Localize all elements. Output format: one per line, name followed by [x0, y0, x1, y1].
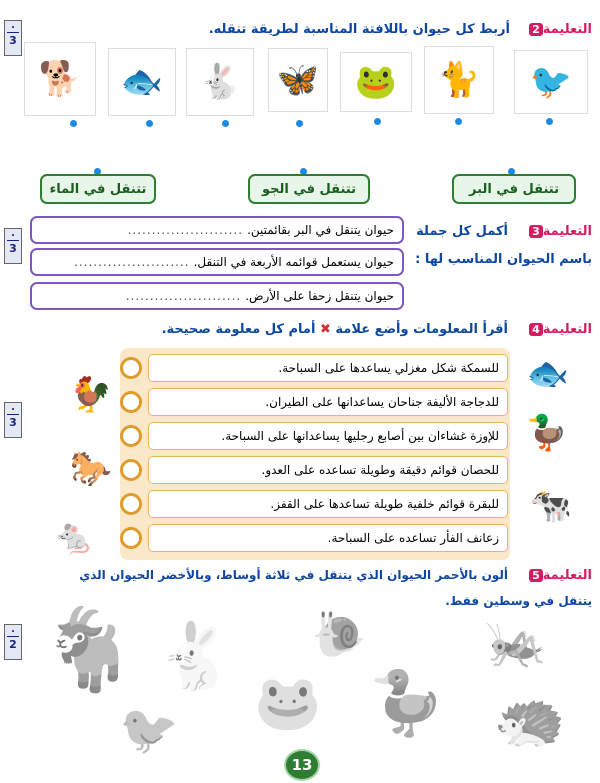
- sentence-text: حيوان يتنقل في البر بقائمتين.: [247, 223, 394, 237]
- connect-dot[interactable]: [455, 118, 462, 125]
- rabbit-icon: 🐇: [198, 62, 242, 102]
- connect-dot[interactable]: [374, 118, 381, 125]
- exercise3-instruction-line2: باسم الحيوان المناسب لها :: [415, 252, 592, 267]
- coloring-snail[interactable]: [304, 606, 374, 662]
- grasshopper-outline-icon: 🦗: [484, 612, 548, 671]
- connect-dot[interactable]: [146, 120, 153, 127]
- frog-outline-icon: 🐸: [254, 671, 322, 734]
- animal-dog: [24, 42, 96, 116]
- habitat-air-sign[interactable]: تتنقل في الجو: [248, 174, 370, 204]
- coloring-frog[interactable]: [246, 666, 330, 740]
- answer-circle[interactable]: [120, 527, 142, 549]
- sentence-text: حيوان يتنقل زحفا على الأرض.: [245, 289, 394, 303]
- connect-dot[interactable]: [222, 120, 229, 127]
- cross-mark-icon: ✖: [319, 322, 331, 337]
- statement-row: للسمكة شكل مغزلي يساعدها على السباحة.: [148, 354, 508, 382]
- answer-circle[interactable]: [120, 425, 142, 447]
- exercise5-badge: التعليمة5: [527, 568, 592, 583]
- exercise3-badge: التعليمة3: [527, 224, 592, 239]
- coloring-bird[interactable]: [112, 696, 186, 762]
- butterfly-icon: 🦋: [276, 60, 320, 100]
- cow-icon: 🐄: [529, 486, 573, 526]
- answer-blank[interactable]: ........................: [127, 223, 244, 237]
- animal-fish: [108, 48, 176, 116]
- statement-row: للحصان قوائم دقيقة وطويلة تساعده على العدو.: [148, 456, 508, 484]
- frog-icon: 🐸: [354, 62, 398, 102]
- exercise2-instruction: أربط كل حيوان باللافتة المناسبة لطريقة تنقله.: [208, 22, 510, 37]
- page-number: 13: [284, 749, 320, 781]
- complete-sentence-row: [30, 282, 404, 310]
- cat-icon: 🐈: [437, 60, 481, 100]
- connect-dot[interactable]: [296, 120, 303, 127]
- statement-row: للدجاجة الأليفة جناحان يساعدانها على الطيران.: [148, 388, 508, 416]
- answer-circle[interactable]: [120, 493, 142, 515]
- exercise4-score-box[interactable]: . 3: [4, 402, 22, 438]
- exercise3-score-box[interactable]: . 3: [4, 228, 22, 264]
- answer-circle[interactable]: [120, 459, 142, 481]
- answer-circle[interactable]: [120, 357, 142, 379]
- habitat-land-sign[interactable]: تتنقل في البر: [452, 174, 576, 204]
- animal-horse: [66, 436, 116, 502]
- animal-rooster: [68, 366, 114, 424]
- exercise2-badge: التعليمة2: [527, 22, 592, 37]
- exercise5-instruction-line2: يتنقل في وسطين فقط.: [445, 594, 592, 608]
- coloring-hedgehog[interactable]: [476, 676, 584, 762]
- complete-sentence-row: [30, 216, 404, 244]
- exercise4-instruction: أقرأ المعلومات وأضع علامة ✖ أمام كل معلومة صحيحة.: [161, 322, 508, 337]
- answer-blank[interactable]: ........................: [74, 255, 190, 269]
- animal-cat: [424, 46, 494, 114]
- goat-outline-icon: 🐐: [39, 603, 139, 696]
- animal-fish-2: [512, 352, 584, 396]
- animal-butterfly: [268, 48, 328, 112]
- coloring-grasshopper[interactable]: [452, 614, 580, 670]
- exercise3-number: 3: [529, 225, 543, 238]
- answer-circle[interactable]: [120, 391, 142, 413]
- animal-mouse: [28, 518, 120, 556]
- animal-frog: [340, 52, 412, 112]
- statement-row: للبقرة قوائم خلفية طويلة تساعدها على القفز.: [148, 490, 508, 518]
- dog-icon: 🐕: [38, 59, 82, 99]
- bird-icon: 🐦: [529, 62, 573, 102]
- coloring-rabbit[interactable]: [150, 602, 242, 710]
- mouse-icon: 🐁: [52, 517, 96, 557]
- exercise3-instruction-line1: أكمل كل جملة: [416, 224, 508, 239]
- animal-rabbit: [186, 48, 254, 116]
- horse-icon: 🐎: [69, 449, 113, 489]
- hedgehog-outline-icon: 🦔: [493, 684, 567, 753]
- duck-icon: 🦆: [525, 413, 569, 453]
- exercise4-number: 4: [529, 323, 543, 336]
- exercise4-badge: التعليمة4: [527, 322, 592, 337]
- coloring-duck[interactable]: [352, 660, 462, 746]
- statement-row: للإوزة غشاءان بين أصابع رجليها يساعدانها على السباحة.: [148, 422, 508, 450]
- bird-outline-icon: 🐦: [119, 701, 179, 758]
- fish-icon: 🐟: [120, 62, 164, 102]
- coloring-goat[interactable]: [28, 594, 150, 706]
- rabbit-outline-icon: 🐇: [156, 619, 236, 694]
- rooster-icon: 🐓: [69, 375, 113, 415]
- animal-bird: [514, 50, 588, 114]
- sentence-text: حيوان يستعمل قوائمه الأربعة في التنقل.: [193, 255, 394, 269]
- exercise5-instruction-line1: ألون بالأحمر الحيوان الذي يتنقل في ثلاثة أوساط، وبالأخضر الحيوان الذي: [79, 568, 508, 582]
- snail-outline-icon: 🐌: [311, 609, 367, 660]
- connect-dot[interactable]: [546, 118, 553, 125]
- complete-sentence-row: [30, 248, 404, 276]
- animal-duck: [516, 400, 578, 466]
- exercise5-number: 5: [529, 569, 543, 582]
- animal-cow: [510, 470, 592, 542]
- statement-row: زعانف الفأر تساعده على السباحة.: [148, 524, 508, 552]
- exercise2-score-box[interactable]: . 3: [4, 20, 22, 56]
- fish-icon: 🐟: [526, 354, 570, 394]
- duck-outline-icon: 🦆: [368, 666, 446, 739]
- answer-blank[interactable]: ........................: [125, 289, 242, 303]
- habitat-water-sign[interactable]: تتنقل في الماء: [40, 174, 156, 204]
- connect-dot[interactable]: [70, 120, 77, 127]
- exercise2-number: 2: [529, 23, 543, 36]
- exercise5-score-box[interactable]: . 2: [4, 624, 22, 660]
